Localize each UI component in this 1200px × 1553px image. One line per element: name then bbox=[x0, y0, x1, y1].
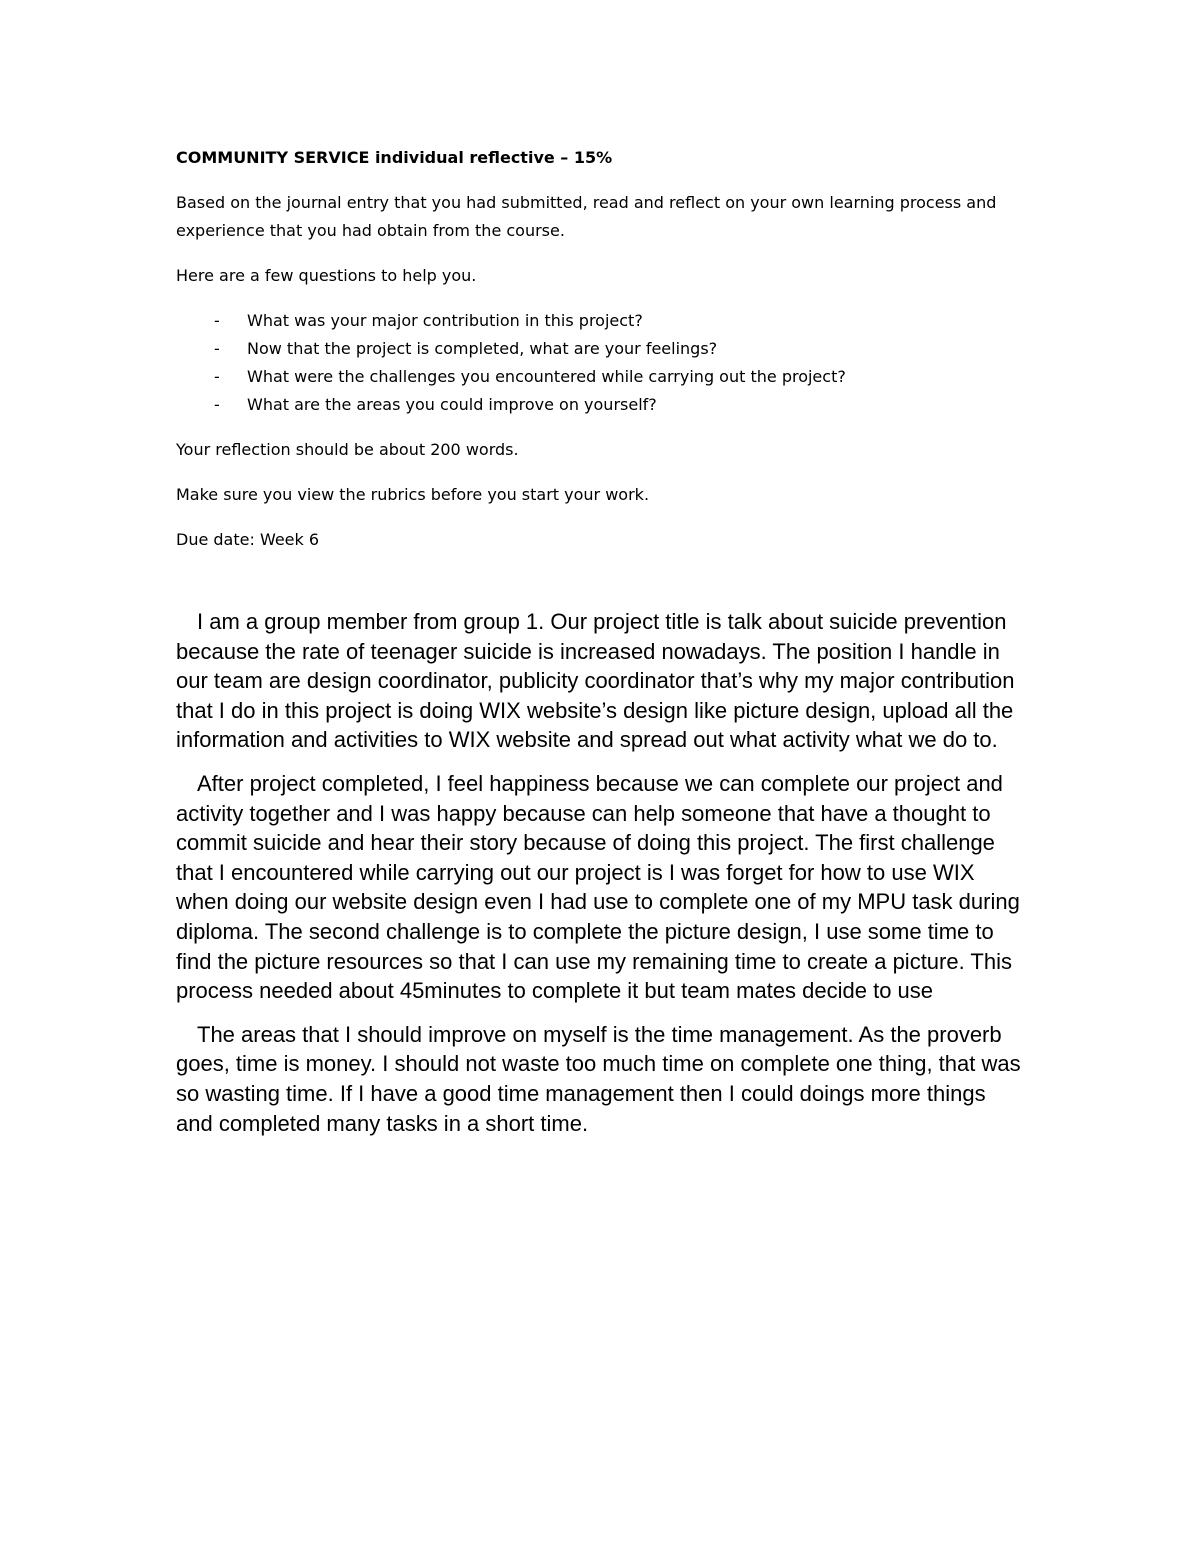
dash-bullet-icon: - bbox=[214, 339, 220, 358]
dash-bullet-icon: - bbox=[214, 367, 220, 386]
question-item bbox=[176, 391, 1036, 419]
due-date: Due date: Week 6 bbox=[176, 530, 320, 549]
question-item bbox=[176, 307, 1036, 335]
question-item bbox=[176, 363, 1036, 391]
dash-bullet-icon: - bbox=[214, 311, 220, 330]
questions-lead: Here are a few questions to help you. bbox=[176, 266, 477, 285]
question-item bbox=[176, 335, 1036, 363]
reflection-paragraph-challenges: After project completed, I feel happiness because we can complete our project and activity together and I was happy because can help someone that have a thought to commit suicide and hear their story because of doing this project. The first challenge that I encountered while carrying out our project is I was forget for how to use WIX when doing our website design even I had use to complete one of my MPU task during diploma. The second challenge is to complete the picture design, I use some time to find the picture resources so that I can use my remaining time to create a picture. This process needed about 45minutes to complete it but team mates decide to use bbox=[176, 770, 1020, 1004]
word-count-note: Your reflection should be about 200 words. bbox=[176, 440, 519, 459]
assignment-intro: Based on the journal entry that you had submitted, read and reflect on your own learning process and experience that you had obtain from the course. bbox=[176, 193, 997, 240]
reflection-paragraph-contribution: I am a group member from group 1. Our project title is talk about suicide prevention because the rate of teenager suicide is increased nowadays. The position I handle in our team are design coordinator, publicity coordinator that’s why my major contribution that I do in this project is doing WIX website’s design like picture design, upload all the information and activities to WIX website and spread out what activity what we do to. bbox=[176, 609, 1015, 753]
question-text: What are the areas you could improve on yourself? bbox=[247, 395, 657, 414]
reflection-paragraph-improvement: The areas that I should improve on myself is the time management. As the proverb goes, time is money. I should not waste too much time on complete one thing, that was so wasting time. If I have a good time management then I could doings more things and completed many tasks in a short time. bbox=[176, 1021, 1021, 1136]
reflection-essay bbox=[176, 607, 1026, 1152]
assignment-title: COMMUNITY SERVICE individual reflective – 15% bbox=[176, 148, 613, 167]
question-text: What were the challenges you encountered while carrying out the project? bbox=[247, 367, 846, 386]
question-list bbox=[176, 307, 1036, 419]
rubric-note: Make sure you view the rubrics before you start your work. bbox=[176, 485, 650, 504]
assignment-brief bbox=[176, 144, 1036, 571]
question-text: What was your major contribution in this project? bbox=[247, 311, 643, 330]
dash-bullet-icon: - bbox=[214, 395, 220, 414]
question-text: Now that the project is completed, what are your feelings? bbox=[247, 339, 718, 358]
